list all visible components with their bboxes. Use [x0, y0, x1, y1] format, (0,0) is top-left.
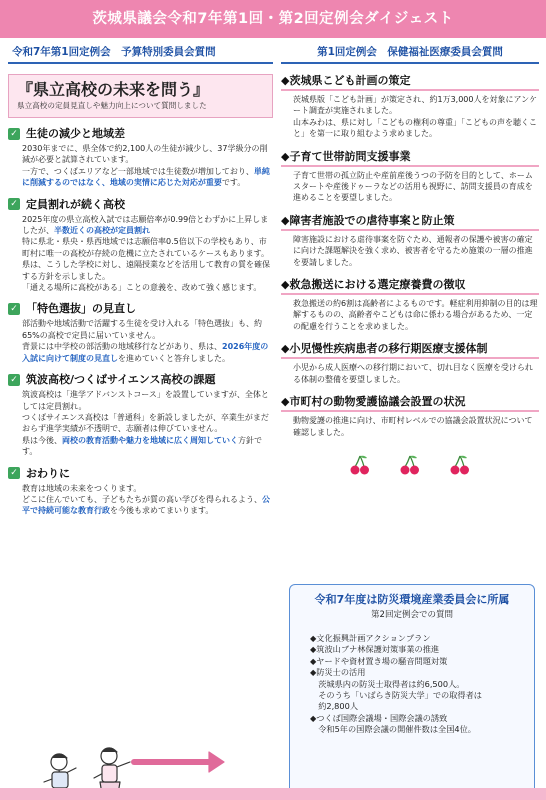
paragraph: 山本みわは、県に対し「こどもの権利の尊重」「こどもの声を聴くこと」を第一に取り組むよう求めました。	[293, 117, 537, 139]
left-section-heading	[8, 372, 273, 387]
left-column-heading: 令和7年第1回定例会 予算特別委員会質問	[8, 44, 273, 64]
body-text: です。	[221, 178, 246, 188]
committee-question-item: ◆筑波山ブナ林保護対策事業の推進	[310, 644, 440, 655]
left-section-body	[8, 483, 273, 517]
paragraph	[22, 494, 273, 517]
left-section	[8, 372, 273, 457]
right-section	[281, 73, 539, 140]
right-section-body	[281, 298, 539, 332]
left-section-title: 筑波高校/つくばサイエンス高校の課題	[26, 373, 216, 387]
committee-question-item: ◆つくば国際会議場・国際会議の誘致 令和5年の国際会議の開催件数は全国4位。	[310, 712, 476, 735]
right-section	[281, 213, 539, 268]
paragraph	[22, 318, 273, 341]
right-section-heading: ◆市町村の動物愛護協議会設置の状況	[281, 394, 539, 412]
check-icon: ✓	[8, 467, 20, 479]
highlight-text: 公平で持続可能な教育行政	[22, 494, 270, 516]
left-column	[8, 44, 273, 784]
feature-box	[8, 74, 273, 118]
paragraph: 救急搬送の約6割は高齢者によるものです。軽症利用抑制の目的は理解するものの、高齢者やこどもは命に係わる場合があるため、一定の配慮を行うことを求めました。	[293, 299, 538, 331]
right-section-heading: ◆小児慢性疾病患者の移行期医療支援体制	[281, 341, 539, 359]
paragraph: 障害施設における虐待事案を防ぐため、通報者の保護や被害の確定に向けた課題解決を強く求め、被害者を守るため施策の一層の推進を要請しました。	[293, 234, 533, 267]
highlight-text: 単純に削減するのではなく、地域の実情に応じた対応が重要	[22, 166, 270, 188]
footer-band	[0, 788, 546, 800]
paragraph	[22, 214, 273, 237]
body-text: 部活動や地域活動で活躍する生徒を受け入れる「特色選抜」も、約65%の高校で定員に届いていません。	[22, 319, 262, 340]
paragraph	[22, 483, 273, 494]
right-column-heading: 第1回定例会 保健福祉医療委員会質問	[281, 44, 539, 64]
page-title: 茨城県議会令和7年第1回・第2回定例会ダイジェスト	[92, 11, 454, 27]
left-section-heading	[8, 301, 273, 316]
left-section-body	[8, 143, 273, 189]
right-section-body	[281, 362, 539, 385]
left-section-title: 生徒の減少と地域差	[26, 127, 125, 140]
body-text: つくばサイエンス高校は「普通科」を新設しましたが、卒業生がまだおらず進学実績が不透明で、志願者は伸びていません。	[22, 412, 269, 434]
committee-question-item: ◆文化振興計画アクションプラン	[310, 633, 431, 643]
right-section-body	[281, 170, 539, 204]
left-section	[8, 126, 273, 189]
right-section	[281, 394, 539, 438]
check-icon: ✓	[8, 303, 20, 315]
paragraph: 茨城県版「こども計画」が策定され、約1万3,000人を対象にアンケート調査が実施されました。	[293, 95, 537, 116]
paragraph	[22, 236, 273, 259]
cherry-icon	[399, 454, 421, 476]
committee-question-item: ◆防災士の活用 茨城県内の防災士取得者は約6,500人。 そのうち「いばらき防災大学」での取得者は 約2,800人	[310, 667, 482, 712]
paragraph: 子育て世帯の孤立防止や産前産後うつの予防を目的として、ホームスタートや産後ドゥーラなどの活用も視野に、訪問支援員の育成を進めることを要望しました。	[293, 170, 533, 203]
left-section	[8, 197, 273, 294]
paragraph	[22, 282, 273, 293]
right-sections	[281, 73, 539, 438]
highlight-text: 両校の教育活動や魅力を地域に広く周知していく	[62, 435, 238, 445]
paragraph	[22, 412, 273, 435]
body-text: 「通える場所に高校がある」ことの意義を、改めて強く感じます。	[22, 283, 262, 293]
left-section	[8, 301, 273, 364]
right-column	[281, 44, 539, 784]
right-section-heading: ◆障害者施設での虐待事案と防止策	[281, 213, 539, 231]
left-section-body	[8, 214, 273, 294]
right-section-heading: ◆子育て世帯訪問支援事業	[281, 149, 539, 167]
body-text: 一方で、つくばエリアなど一部地域では生徒数が増加しており、	[22, 166, 254, 176]
body-text: 県は今後、	[22, 435, 62, 445]
left-section-heading	[8, 466, 273, 481]
right-section	[281, 277, 539, 332]
right-section-body	[281, 415, 539, 438]
committee-question-item: ◆ヤードや資材置き場の騒音問題対策	[310, 655, 448, 666]
left-section-heading	[8, 197, 273, 212]
right-section	[281, 149, 539, 204]
check-icon: ✓	[8, 374, 20, 386]
body-text: 2025年度の県立高校入試では志願倍率が0.99倍とわずかに上昇しましたが、	[22, 214, 269, 236]
committee-title: 令和7年度は防災環境産業委員会に所属	[314, 593, 510, 606]
left-section-title: 「特色選抜」の見直し	[26, 302, 136, 316]
body-text: 県は、こうした学校に対し、遠隔授業などを活用して教育の質を確保する方針を示しました。	[22, 260, 270, 281]
paragraph	[22, 341, 273, 364]
feature-title: 『県立高校の未来を問う』	[17, 80, 210, 99]
body-text: 筑波高校は「進学アドバンストコース」を設置していますが、全体としては定員割れ。	[22, 390, 269, 411]
left-section-heading	[8, 126, 273, 141]
highlight-text: 半数近くの高校が定員割れ	[54, 226, 150, 236]
left-section-title: おわりに	[26, 466, 70, 480]
committee-box	[289, 584, 535, 794]
right-section	[281, 341, 539, 385]
paragraph	[22, 435, 273, 458]
right-section-heading: ◆茨城県こども計画の策定	[281, 73, 539, 91]
page-title-banner	[0, 0, 546, 38]
committee-subtitle: 第2回定例会での質問	[371, 610, 453, 620]
left-section-body	[8, 318, 273, 364]
paragraph	[22, 259, 273, 282]
right-section-body	[281, 94, 539, 140]
right-section-heading: ◆救急搬送における選定療養費の徴収	[281, 277, 539, 295]
body-text: を進めていくと答弁しました。	[118, 353, 230, 363]
body-text: を今後も求めてまいります。	[110, 506, 214, 516]
check-icon: ✓	[8, 128, 20, 140]
body-text: 教育は地域の未来をつくります。	[22, 483, 142, 493]
body-text: どこに住んでいても、子どもたちが質の高い学びを得られるよう、	[22, 494, 262, 504]
left-section	[8, 466, 273, 517]
check-icon: ✓	[8, 198, 20, 210]
committee-question-list	[298, 633, 526, 736]
body-text: 背景には中学校の部活動の地域移行などがあり、県は、	[22, 342, 222, 352]
paragraph: 動物愛護の推進に向け、市町村レベルでの協議会設置状況について確認しました。	[293, 416, 533, 437]
body-text: 特に県北・県央・県西地域では志願倍率0.5倍以下の学校もあり、市町村に唯一の高校が存続の危機に立たされているケースもあります。	[22, 237, 269, 258]
left-sections	[8, 126, 273, 517]
paragraph: 小児から成人医療への移行期において、切れ目なく医療を受けられる体制の整備を要望しました。	[293, 363, 533, 384]
paragraph	[22, 166, 273, 189]
right-section-body	[281, 234, 539, 268]
left-section-body	[8, 389, 273, 457]
cherry-icon	[349, 454, 371, 476]
paragraph	[22, 389, 273, 412]
body-text: 2030年までに、県全体で約2,100人の生徒が減少し、37学級分の削減が必要と試算されています。	[22, 144, 268, 165]
cherry-icon	[449, 454, 471, 476]
cherry-decoration	[281, 454, 539, 476]
feature-subtitle: 県立高校の定員見直しや魅力向上について質問しました	[17, 101, 207, 110]
body-text: 方針です。	[22, 435, 262, 457]
paragraph	[22, 143, 273, 166]
highlight-text: 2026年度の入試に向けて制度の見直し	[22, 342, 269, 363]
left-section-title: 定員割れが続く高校	[26, 197, 125, 211]
